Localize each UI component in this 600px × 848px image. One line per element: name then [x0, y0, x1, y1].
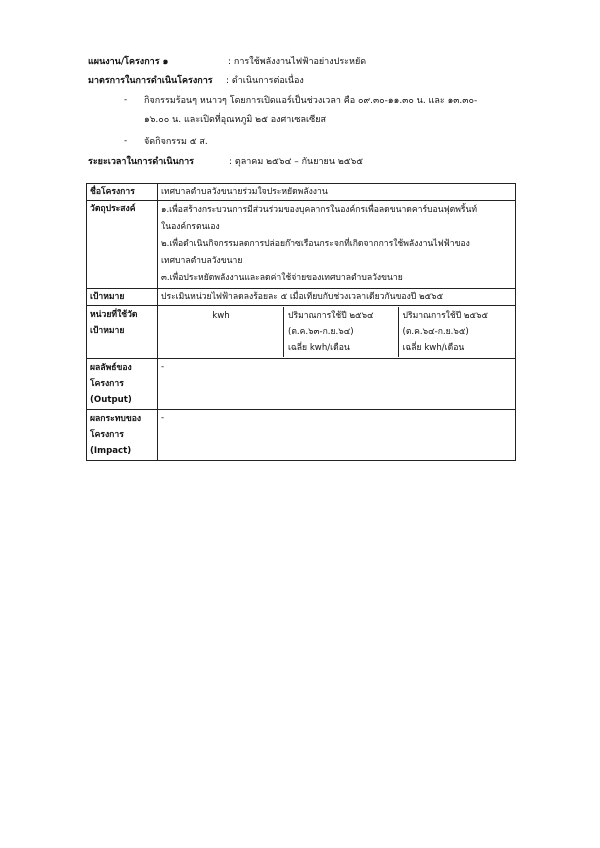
indicator-label-line: หน่วยที่ใช้วัด [90, 310, 138, 320]
table-row [87, 410, 516, 461]
table-row [87, 201, 516, 289]
bullet-dash: - [124, 95, 128, 105]
usage-2564-line: เฉลี่ย kwh/เดือน [288, 343, 350, 353]
usage-2565-line: ปริมาณการใช้ปี ๒๕๖๕ [402, 311, 489, 321]
objective-line: ๓.เพื่อประหยัดพลังงานและลดค่าใช้จ่ายของเทศบาลตำบลวังขนาย [161, 273, 403, 283]
usage-2564-line: (ต.ค.๖๓-ก.ย.๖๔) [288, 327, 354, 337]
indicator-values [158, 306, 516, 359]
target-label: เป้าหมาย [87, 289, 158, 306]
indicator-label-line: เป้าหมาย [90, 326, 125, 336]
bullet-dash: - [124, 136, 128, 146]
bullet1-line1: กิจกรรมร้อนๆ หนาวๆ โดยการเปิดแอร์เป็นช่วงเวลา คือ ๐๙.๓๐-๑๑.๓๐ น. และ ๑๓.๓๐- [144, 96, 478, 106]
output-label-line: ผลลัพธ์ของ [90, 363, 132, 373]
period-label: ระยะเวลาในการดำเนินการ [88, 157, 194, 167]
period-value: : ตุลาคม ๒๕๖๔ – กันยายน ๒๕๖๕ [229, 157, 364, 167]
output-label-line: โครงการ [90, 379, 124, 389]
impact-value: - [158, 410, 516, 461]
table-row [87, 359, 516, 410]
impact-label-line: โครงการ [90, 430, 124, 440]
usage-2565-line: เฉลี่ย kwh/เดือน [402, 343, 465, 353]
bullet2: จัดกิจกรรม ๕ ส. [144, 137, 208, 147]
output-label [87, 359, 158, 410]
table-row [87, 306, 516, 359]
table-row [87, 289, 516, 306]
objective-line: เทศบาลตำบลวังขนาย [161, 256, 243, 266]
bullet1-line2: ๑๖.๐๐ น. และเปิดที่อุณหภูมิ ๒๕ องศาเซลเซียส [144, 115, 326, 125]
measure-label: มาตรการในการดำเนินโครงการ [88, 76, 213, 86]
measure-value: : ดำเนินการต่อเนื่อง [226, 76, 304, 86]
impact-label-line: (Impact) [90, 446, 132, 456]
table-row [87, 184, 516, 201]
indicator-label [87, 306, 158, 359]
output-value: - [158, 359, 516, 410]
usage-2565-cell [399, 307, 513, 357]
objective-line: ๒.เพื่อดำเนินกิจกรรมลดการปล่อยก๊าซเรือนกระจกที่เกิดจากการใช้พลังงานไฟฟ้าของ [161, 239, 470, 249]
unit-cell: kwh [161, 307, 284, 357]
plan-label: แผนงาน/โครงการ ๑ [88, 57, 169, 67]
impact-label-line: ผลกระทบของ [90, 414, 142, 424]
objective-label: วัตถุประสงค์ [87, 201, 158, 289]
project-name-label: ชื่อโครงการ [87, 184, 158, 201]
plan-value: : การใช้พลังงานไฟฟ้าอย่างประหยัด [228, 57, 367, 67]
target-value: ประเมินหน่วยไฟฟ้าลดลงร้อยละ ๕ เมื่อเทียบกับช่วงเวลาเดียวกันของปี ๒๕๖๕ [158, 289, 516, 306]
objective-value [158, 201, 516, 289]
objective-line: ๑.เพื่อสร้างกระบวนการมีส่วนร่วมของบุคลากรในองค์กรเพื่อลดขนาดคาร์บอนฟุตพริ้นท์ [161, 205, 478, 215]
project-name-value: เทศบาลตำบลวังขนายร่วมใจประหยัดพลังงาน [158, 184, 516, 201]
usage-2565-line: (ต.ค.๖๔-ก.ย.๖๕) [402, 327, 469, 337]
project-table [86, 183, 516, 461]
objective-line: ในองค์กรตนเอง [161, 222, 220, 232]
output-label-line: (Output) [90, 395, 132, 405]
usage-2564-line: ปริมาณการใช้ปี ๒๕๖๔ [288, 311, 374, 321]
impact-label [87, 410, 158, 461]
usage-2564-cell [284, 307, 399, 357]
